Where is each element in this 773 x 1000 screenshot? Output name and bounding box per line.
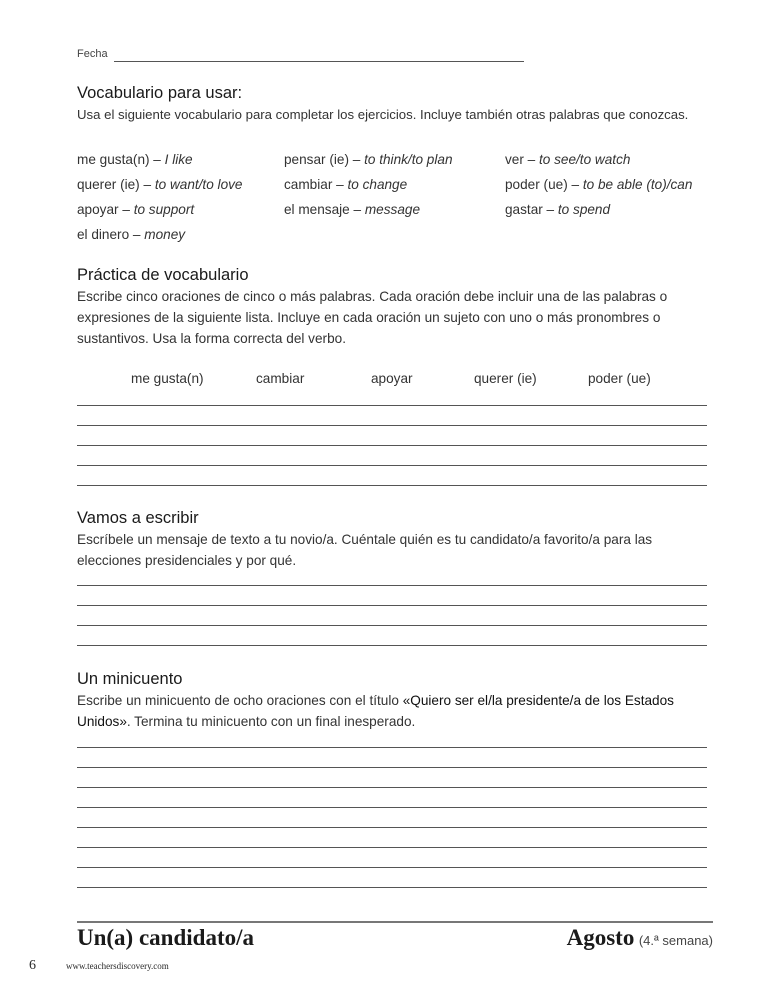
vocab-spanish: pensar (ie) – (284, 152, 365, 167)
write-instructions: Escríbele un mensaje de texto a tu novio/a. Cuéntale quién es tu candidato/a favorito/a para las elecciones presidenciales y por qué. (77, 532, 653, 568)
vocab-item (77, 227, 185, 242)
vocab-item (77, 177, 242, 192)
date-label: Fecha (77, 48, 108, 60)
story-instructions (77, 690, 717, 732)
writing-line[interactable] (77, 887, 707, 888)
footer-rule (77, 921, 713, 923)
unit-title: Un(a) candidato/a (77, 925, 254, 950)
vocab-item (505, 152, 630, 167)
story-title-quote: «Quiero ser el/la presidente/a de los Estados Unidos» (77, 693, 674, 729)
vocab-item (505, 177, 692, 192)
vocab-spanish: poder (ue) – (505, 177, 583, 192)
writing-line[interactable] (77, 645, 707, 646)
vocab-spanish: el mensaje – (284, 202, 365, 217)
vocab-item (284, 177, 407, 192)
practice-word: me gusta(n) (131, 371, 204, 386)
vocab-spanish: me gusta(n) – (77, 152, 165, 167)
writing-line[interactable] (77, 787, 707, 788)
vocab-item (505, 202, 610, 217)
writing-line[interactable] (77, 485, 707, 486)
vocab-english: to spend (557, 202, 611, 217)
writing-line[interactable] (77, 465, 707, 466)
writing-line[interactable] (77, 847, 707, 848)
vocab-english: to change (347, 177, 408, 192)
writing-line[interactable] (77, 747, 707, 748)
vocab-instructions: Usa el siguiente vocabulario para completar los ejercicios. Incluye también otras palabras que conozcas. (77, 107, 689, 122)
writing-line[interactable] (77, 605, 707, 606)
writing-line[interactable] (77, 585, 707, 586)
write-title: Vamos a escribir (77, 509, 199, 527)
vocab-english: money (144, 227, 186, 242)
practice-word: poder (ue) (588, 371, 651, 386)
practice-word: cambiar (256, 371, 305, 386)
practice-word: querer (ie) (474, 371, 537, 386)
writing-line[interactable] (77, 867, 707, 868)
writing-line[interactable] (77, 625, 707, 626)
writing-line[interactable] (77, 445, 707, 446)
practice-instructions: Escribe cinco oraciones de cinco o más palabras. Cada oración debe incluir una de las palabras o expresiones de la siguiente lista. Incluye en cada oración un sujeto con uno o más pronombres o sustantivos. Usa la forma correcta del verbo. (77, 289, 668, 346)
vocab-item (77, 202, 194, 217)
vocab-english: to be able (to)/can (582, 177, 693, 192)
writing-line[interactable] (77, 807, 707, 808)
vocab-spanish: ver – (505, 152, 539, 167)
vocab-spanish: el dinero – (77, 227, 145, 242)
vocab-spanish: querer (ie) – (77, 177, 155, 192)
website: www.teachersdiscovery.com (66, 961, 169, 971)
writing-line[interactable] (77, 425, 707, 426)
writing-line[interactable] (77, 405, 707, 406)
date-field-line[interactable] (114, 61, 524, 62)
writing-line[interactable] (77, 767, 707, 768)
practice-word: apoyar (371, 371, 413, 386)
vocab-title: Vocabulario para usar: (77, 84, 243, 102)
vocab-item (77, 152, 193, 167)
story-title: Un minicuento (77, 670, 183, 688)
vocab-spanish: cambiar – (284, 177, 348, 192)
week: (4.ª semana) (638, 933, 713, 948)
story-instructions-post: . Termina tu minicuento con un final inesperado. (126, 714, 416, 729)
vocab-english: to see/to watch (539, 152, 631, 167)
footer-date (567, 925, 713, 951)
page-number: 6 (29, 958, 36, 973)
month: Agosto (566, 925, 635, 950)
story-instructions-pre: Escribe un minicuento de ocho oraciones con el título (77, 693, 403, 708)
writing-line[interactable] (77, 827, 707, 828)
vocab-english: to think/to plan (364, 152, 453, 167)
vocab-spanish: apoyar – (77, 202, 134, 217)
vocab-english: to support (133, 202, 195, 217)
vocab-item (284, 202, 420, 217)
vocab-english: to want/to love (154, 177, 243, 192)
vocab-item (284, 152, 453, 167)
vocab-english: I like (164, 152, 193, 167)
vocab-spanish: gastar – (505, 202, 558, 217)
practice-title: Práctica de vocabulario (77, 266, 249, 284)
vocab-english: message (364, 202, 421, 217)
